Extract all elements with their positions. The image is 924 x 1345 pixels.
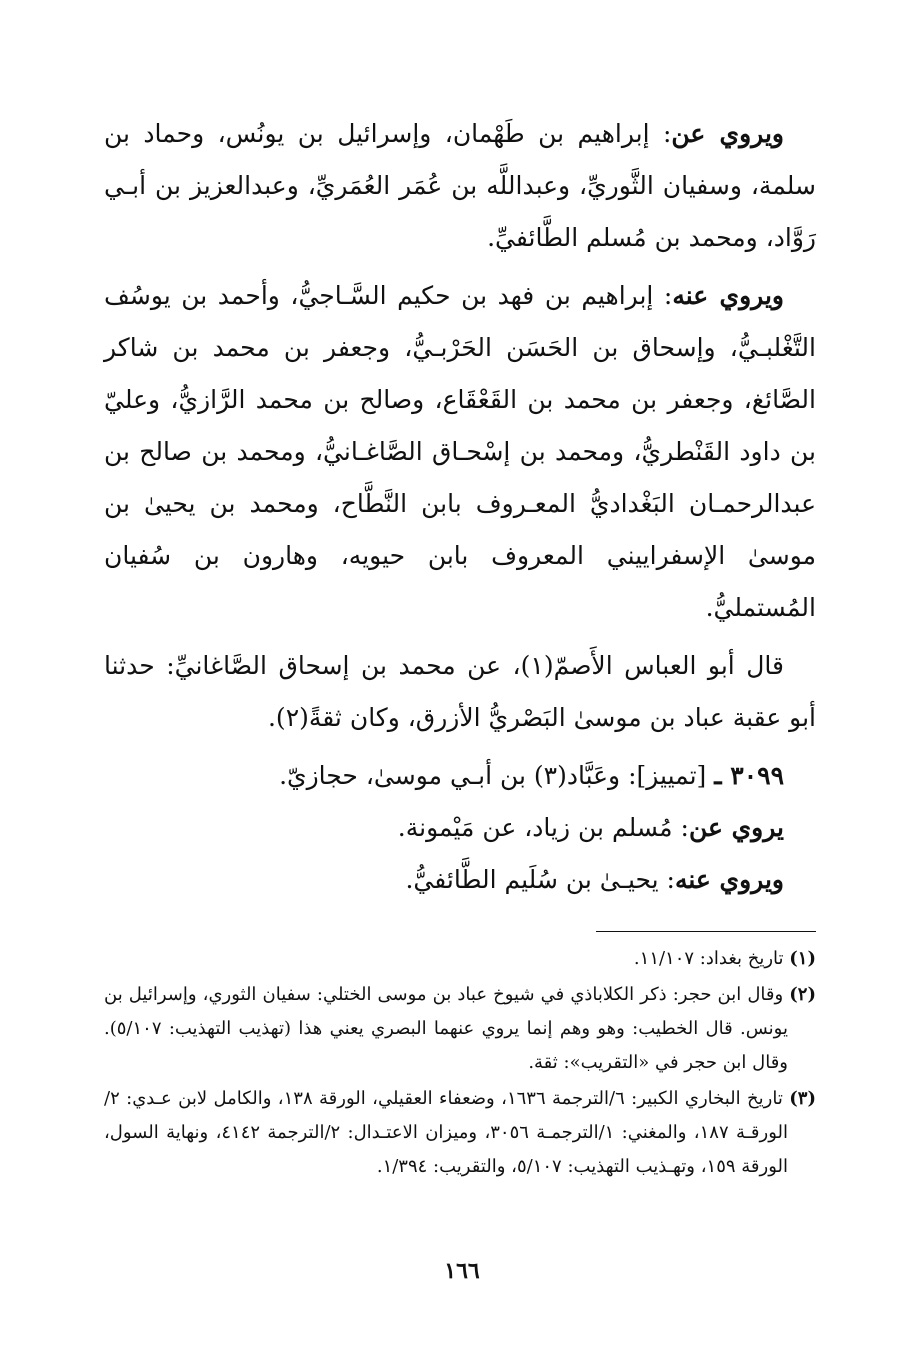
- entry-title: [تمييز]: وعَبَّاد(٣) بن أبـي موسىٰ، حجازيّ.: [279, 761, 715, 790]
- paragraph-text: : إبراهيم بن طَهْمان، وإسرائيل بن يونُس، وحماد بن سلمة، وسفيان الثَّوريِّ، وعبداللَّه بن عُمَر العُمَريِّ، وعبدالعزيز بن أبـي رَوَّاد، ومحمد بن مُسلم الطَّائفيِّ.: [104, 119, 816, 252]
- main-text: [104, 108, 816, 906]
- paragraph-quote: قال أبو العباس الأَصمّ(١)، عن محمد بن إسحاق الصَّاغانيِّ: حدثنا أبو عقبة عباد بن موسىٰ البَصْريُّ الأزرق، وكان ثقةً(٢).: [104, 651, 816, 732]
- footnotes: [104, 942, 816, 1186]
- entry-heading: [104, 750, 816, 802]
- footnote-text: وقال ابن حجر: ذكر الكلاباذي في شيوخ عباد بن موسى الختلي: سفيان الثوري، وإسرائيل بن يونس. قال الخطيب: وهو وهم إنما يروي عنهما البصري يعني هذا (تهذيب التهذيب: ٥/١٠٧). وقال ابن حجر في «التقريب»: ثقة.: [104, 984, 790, 1073]
- entry-narrated-by: [104, 854, 816, 906]
- footnote-text: تاريخ بغداد: ١١/١٠٧.: [633, 948, 790, 969]
- footnote-separator: [596, 931, 816, 932]
- footnote: [104, 978, 816, 1080]
- footnote: [104, 1082, 816, 1184]
- lead-narrated-by: ويروي عنه: [674, 865, 784, 894]
- entry-narrates-from: [104, 802, 816, 854]
- lead-narrates-from: ويروي عن: [671, 119, 784, 148]
- page-number: ١٦٦: [444, 1258, 480, 1284]
- entry-text: : يحيـىٰ بن سُلَيم الطَّائفيُّ.: [405, 865, 675, 894]
- entry-number: ٣٠٩٩ ـ: [714, 761, 784, 790]
- lead-narrated-by: ويروي عنه: [672, 281, 784, 310]
- footnote: [104, 942, 816, 976]
- footnote-mark: (١): [789, 948, 816, 969]
- paragraph-text: : إبراهيم بن فهد بن حكيم السَّـاجيُّ، وأحمد بن يوسُف التَّغْلبـيُّ، وإسحاق بن الحَسَن الحَرْبـيُّ، وجعفر بن محمد بن شاكر الصَّائغ، وجعفر بن محمد بن القَعْقَاع، وصالح بن محمد الرَّازيُّ، وعليّ بن داود القَنْطريُّ، ومحمد بن إسْحـاق الصَّاغـانيُّ، ومحمد بن صالح بن عبدالرحمـان البَغْداديُّ المعـروف بابن النَّطَّاح، ومحمد بن يحيىٰ بن موسىٰ الإسفراييني المعروف بابن حيويه، وهارون بن سُفيان المُستمليُّ.: [104, 281, 816, 622]
- paragraph-narrates-from: [104, 108, 816, 264]
- paragraph-narrated-by: [104, 270, 816, 634]
- entry-text: : مُسلم بن زياد، عن مَيْمونة.: [397, 813, 689, 842]
- footnote-text: تاريخ البخاري الكبير: ٦/الترجمة ١٦٣٦، وضعفاء العقيلي، الورقة ١٣٨، والكامل لابن عـدي: ٢/الورقـة ١٨٧، والمغني: ١/الترجمـة ٣٠٥٦، وميزان الاعتـدال: ٢/الترجمة ٤١٤٢، ونهاية السول، الورقة ١٥٩، وتهـذيب التهذيب: ٥/١٠٧، والتقريب: ١/٣٩٤.: [104, 1088, 790, 1177]
- footnote-mark: (٢): [789, 984, 816, 1005]
- footnote-mark: (٣): [789, 1088, 816, 1109]
- lead-narrates-from: يروي عن: [688, 813, 784, 842]
